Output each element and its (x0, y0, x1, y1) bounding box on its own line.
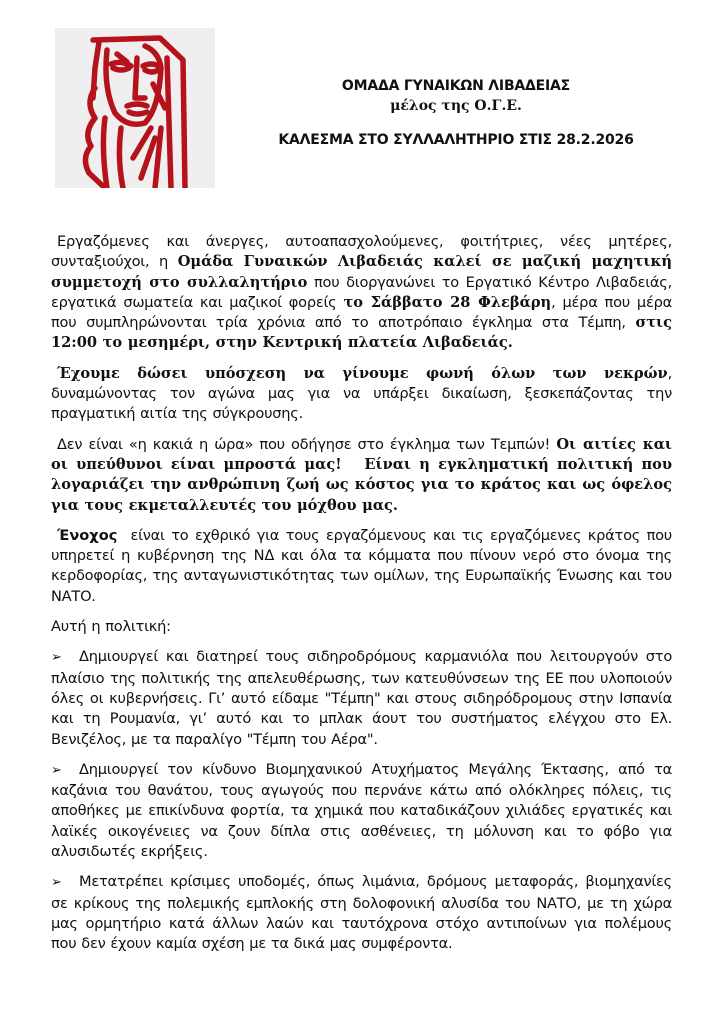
bullet-text: Δημιουργεί και διατηρεί τους σιδηροδρόμους καρμανιόλα που λειτουργούν στο πλαίσιο της πολιτικής της απελευθέρωσης, των κατευθύνσεων της ΕΕ που υλοποιούν όλες οι κυβερνήσεις. Γι’ αυτό είδαμε "Τέμπη" και στους σιδηρόδρομους στην Ισπανία και τη Ρουμανία, γι’ αυτό και το μπλακ άουτ του συστήματος ελέγχου στο Ελ. Βενιζέλος, με τα παραλίγο "Τέμπη του Αέρα". (51, 648, 672, 748)
bold-date: το Σάββατο 28 Φλεβάρη (343, 293, 552, 311)
bold-text: Οι αιτίες και οι υπεύθυνοι είναι μπροστά μας! (51, 435, 672, 473)
organization-logo (55, 28, 215, 188)
bold-text: Είναι η εγκληματική πολιτική που λογαριάζει την ανθρώπινη ζωή ως κόστος για το κράτος και ως όφελος για τους εκμεταλλευτές του μόχθου μας. (51, 455, 672, 514)
bold-time-place: στις 12:00 το μεσημέρι, στην Κεντρική πλατεία Λιβαδειάς. (51, 314, 672, 352)
organization-subtitle: μέλος της Ο.Γ.Ε. (390, 98, 522, 114)
organization-name: ΟΜΑΔΑ ΓΥΝΑΙΚΩΝ ΛΙΒΑΔΕΙΑΣ (341, 78, 571, 94)
text: Εργαζόμενες και άνεργες, αυτοαπασχολούμενες, φοιτήτριες, νέες μητέρες, συνταξιούχοι, η (51, 233, 672, 271)
bullet-text: Μετατρέπει κρίσιμες υποδομές, όπως λιμάνια, δρόμους μεταφοράς, βιομηχανίες σε κρίκους της πολεμικής εμπλοκής στη δολοφονική αλυσίδα του ΝΑΤΟ, με τη χώρα μας ορμητήριο κατά άλλων λαών και ταυτόχρονα στόχο αντιποίνων για πολέμους που δεν έχουν καμία σχέση με τα δικά μας συμφέροντα. (51, 873, 672, 953)
paragraph-causes (51, 435, 672, 516)
bold-text: Έχουμε δώσει υπόσχεση να γίνουμε φωνή όλων των νεκρών (57, 364, 668, 382)
document-body (51, 232, 677, 965)
bullet-item (51, 647, 672, 749)
woman-face-icon (55, 28, 215, 188)
call-title: ΚΑΛΕΣΜΑ ΣΤΟ ΣΥΛΛΑΛΗΤΗΡΙΟ ΣΤΙΣ 28.2.2026 (278, 132, 634, 148)
bold-text: Ομάδα Γυναικών Λιβαδειάς καλεί σε μαζική μαχητική συμμετοχή στο συλλαλητήριο (51, 253, 672, 291)
bullet-item (51, 872, 672, 954)
paragraph-promise (51, 364, 672, 425)
text: Δεν είναι «η κακιά η ώρα» που οδήγησε στο έγκλημα των Τεμπών! (57, 435, 557, 453)
document-header (230, 76, 682, 150)
text: Αυτή η πολιτική: (51, 618, 171, 636)
text: , μέρα που μέρα που συμπληρώνονται τρία χρόνια από το αποτρόπαιο έγκλημα στα Τέμπη, (51, 293, 672, 332)
bullet-item (51, 760, 672, 862)
paragraph-policy-intro (51, 617, 672, 637)
bold-text: Ένοχος (57, 526, 118, 544)
text (342, 456, 365, 473)
paragraph-guilty (51, 526, 677, 607)
text: , δυναμώνοντας τον αγώνα μας για να υπάρξει δικαίωση, ξεσκεπάζοντας την πραγματική αιτία της σύγκρουσης. (51, 364, 672, 423)
arrow-bullet-icon: ➢ (51, 650, 62, 666)
arrow-bullet-icon: ➢ (51, 875, 62, 891)
paragraph-invitation (51, 232, 672, 354)
text: που διοργανώνει το Εργατικό Κέντρο Λιβαδειάς, εργατικά σωματεία και μαζικοί φορείς (51, 273, 672, 311)
arrow-bullet-icon: ➢ (51, 762, 62, 778)
bullet-text: Δημιουργεί τον κίνδυνο Βιομηχανικού Ατυχήματος Μεγάλης Έκτασης, από τα καζάνια του θανάτου, τους αγωγούς που περνάνε κάτω από ολόκληρες πόλεις, τις αποθήκες με επικίνδυνα φορτία, τα χημικά που καταδικάζουν χιλιάδες εργατικές και λαϊκές οικογένειες να ζουν δίπλα στις ασθένειες, τη μόλυνση και το φόβο για αλυσιδωτές εκρήξεις. (51, 760, 672, 861)
text: είναι το εχθρικό για τους εργαζόμενους και τις εργαζόμενες κράτος που υπηρετεί η κυβέρνηση της ΝΔ και όλα τα κόμματα που πίνουν νερό στο όνομα της κερδοφορίας, της ανταγωνιστικότητας των ομίλων, της Ευρωπαϊκής Ένωσης και του ΝΑΤΟ. (51, 526, 677, 605)
